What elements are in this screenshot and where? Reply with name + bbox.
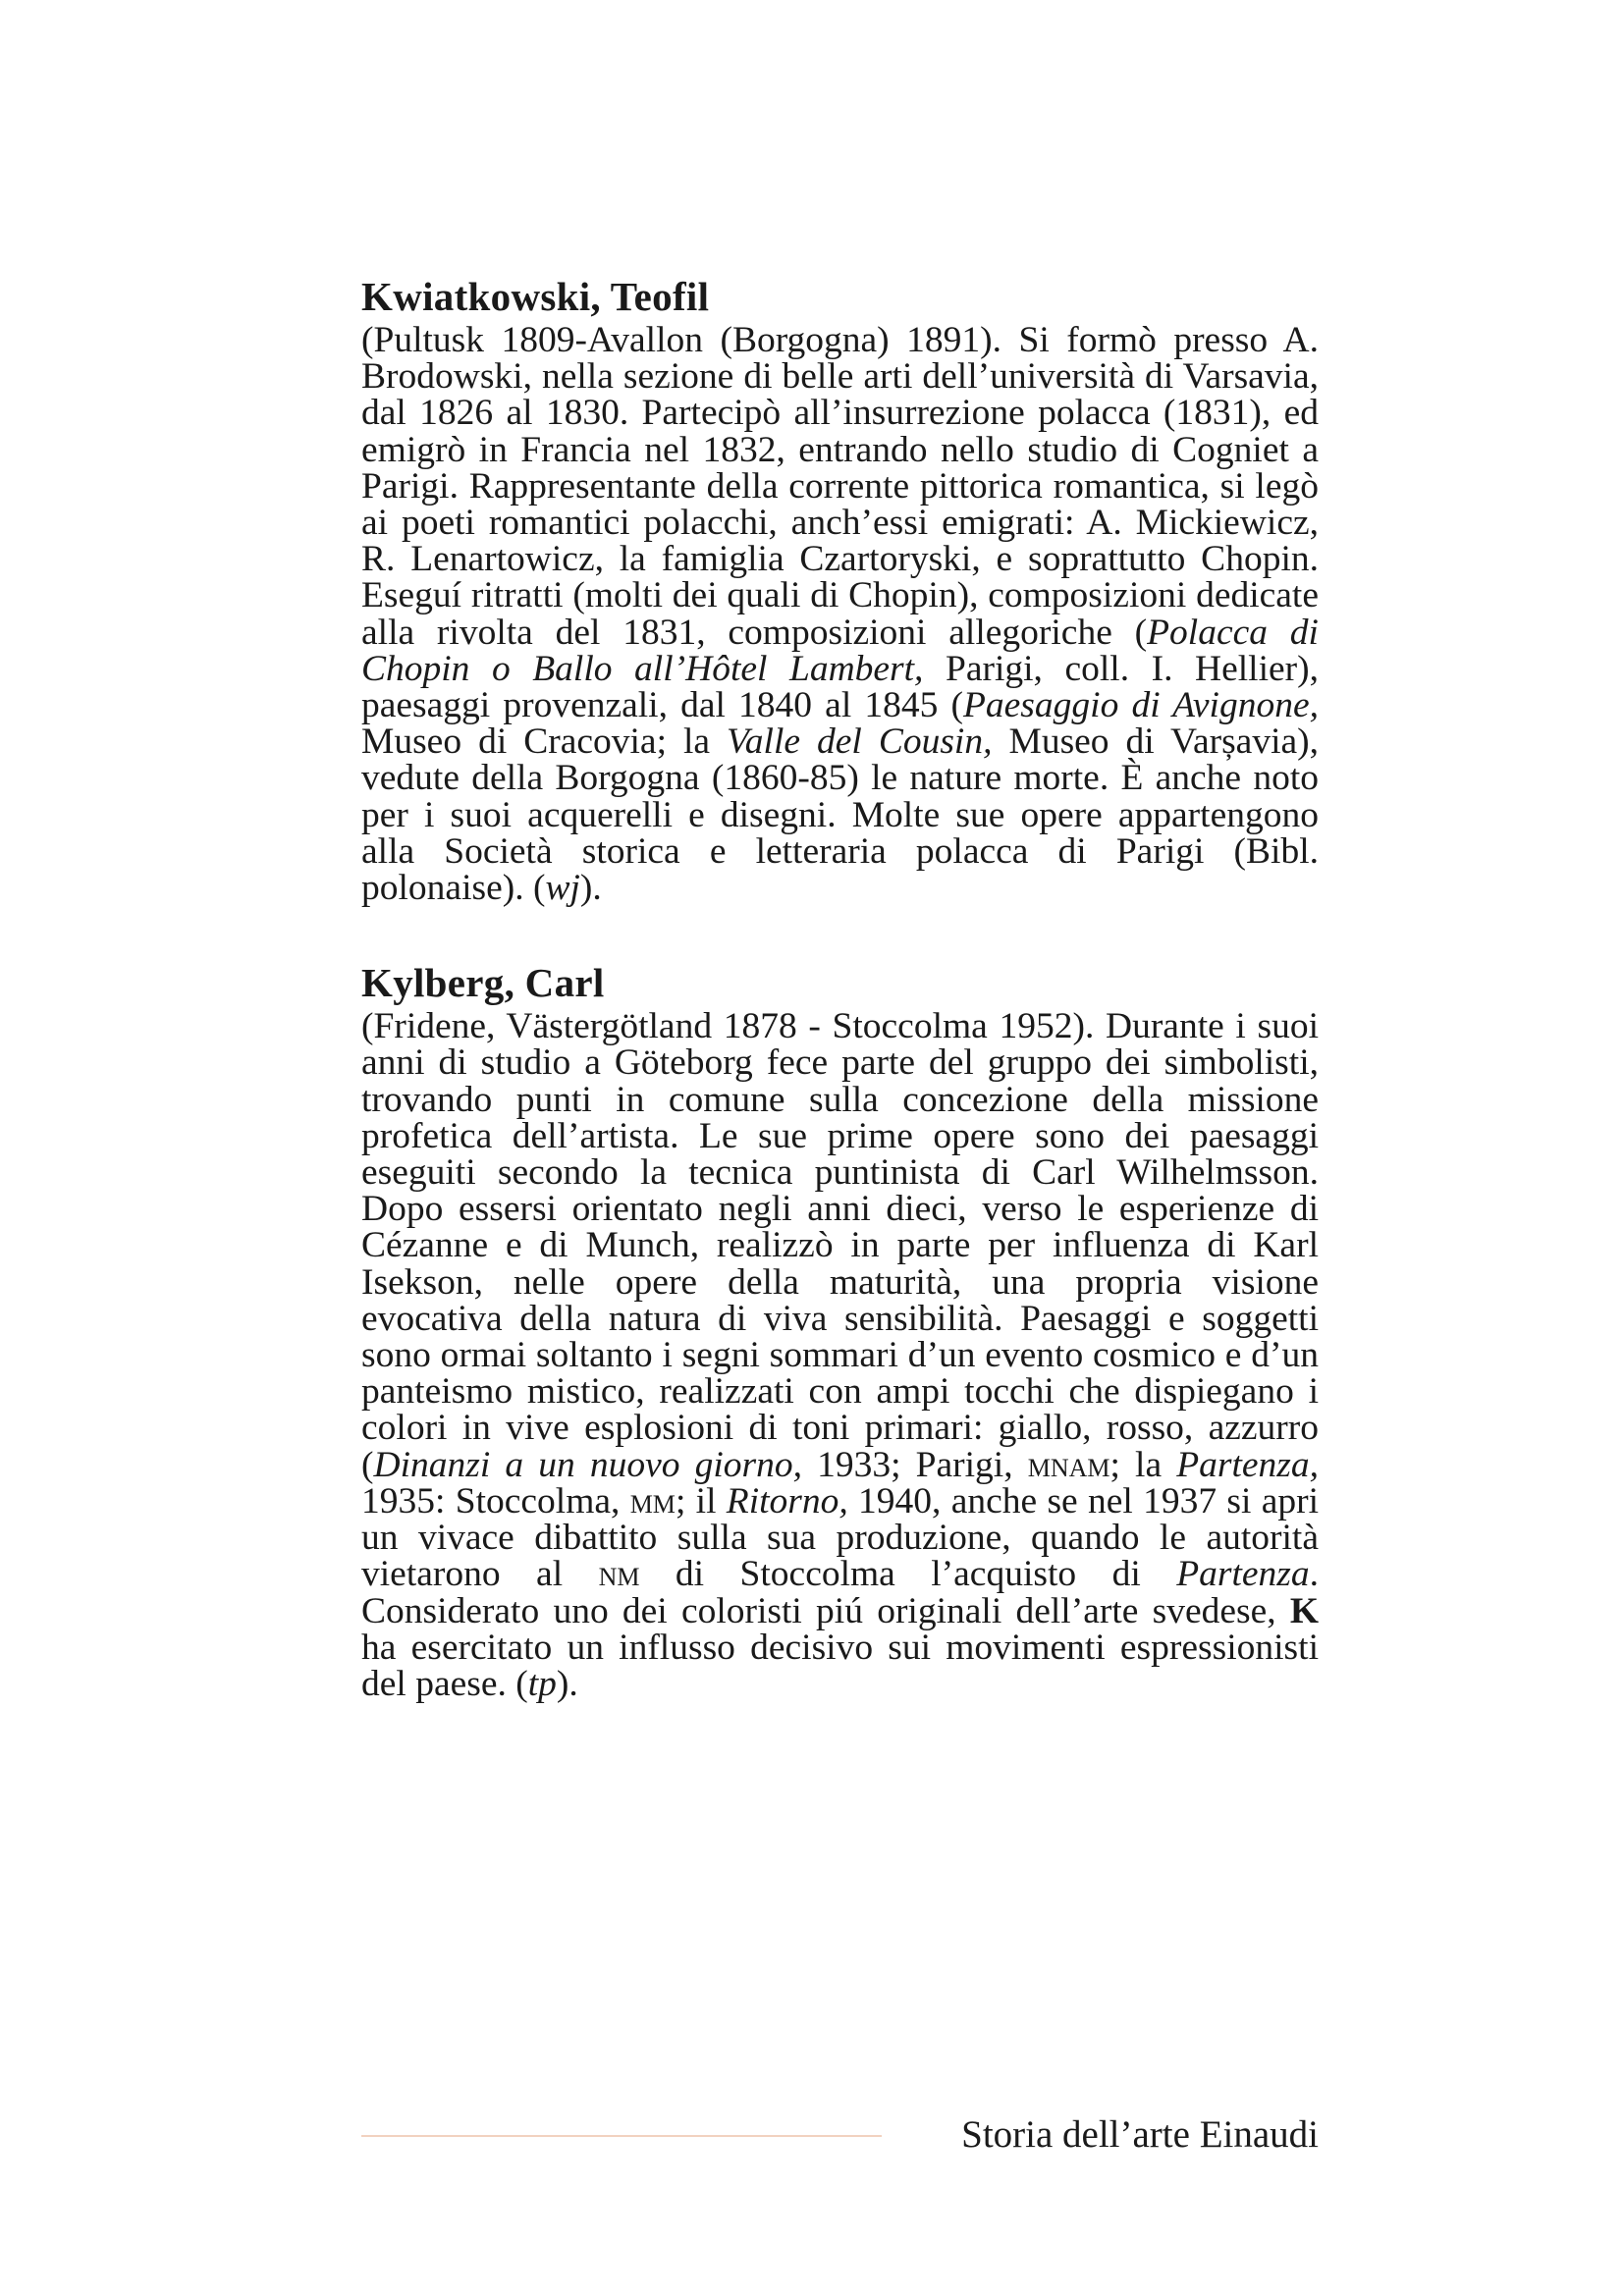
body-text: ; la [1109,1444,1177,1485]
body-text: di Stoccolma l’acquisto di [639,1554,1177,1595]
body-text: (Fridene, Västergötland 1878 - Stoccolma 1952). Durante i suoi anni di studio a Göteborg fece parte del gruppo dei simbolisti, trovando punti in comune sulla concezione della missione profetica dell’artista. Le sue prime opere sono dei paesaggi eseguiti secondo la tecnica puntinista di Carl Wilhelmsson. Dopo essersi orientato negli anni dieci, verso le esperienze di Cézanne e di Munch, realizzò in parte per influenza di Karl Isekson, nelle opere della maturità, una propria visione evocativa della natura di viva sensibilità. Paesaggi e soggetti sono ormai soltanto i segni sommari d’un evento cosmico e d’un panteismo mistico, realizzati con ampi tocchi che dispiegano i colori in vive esplosioni di toni primari: giallo, rosso, azzurro ( [361,1006,1319,1485]
body-text: ha esercitato un influsso decisivo sui movimenti espressionisti del paese. ( [361,1627,1319,1704]
italic-text: wj [545,868,580,909]
abbreviation: nm [598,1554,640,1595]
body-text: Museo di Varșavia), vedute della Borgogna (1860-85) le nature morte. È anche noto per i suoi acquerelli e disegni. Molte sue opere appartengono alla Società storica e letteraria polacca di Parigi (Bibl. polonaise). ( [361,721,1319,909]
body-text: . Considerato uno dei coloristi piú originali dell’arte svedese, [361,1554,1319,1631]
italic-text: Ritorno, [726,1480,848,1522]
body-text: Museo di Cracovia; la [361,721,728,763]
abbreviation: mnam [1027,1444,1110,1485]
footer-rule [361,2135,882,2137]
bold-text: K [1289,1590,1319,1631]
footer-publisher: Storia dell’arte Einaudi [961,2113,1319,2156]
italic-text: Polacca di Chopin o Ballo all’Hôtel Lambert, [361,612,1319,689]
body-text: ). [579,868,602,909]
body-text: (Pultusk 1809-Avallon (Borgogna) 1891). Si formò presso A. Brodowski, nella sezione di belle arti dell’università di Varsavia, dal 1826 al 1830. Partecipò all’insurrezione polacca (1831), ed emigrò in Francia nel 1832, entrando nello studio di Cogniet a Parigi. Rappresentante della corrente pittorica romantica, si legò ai poeti romantici polacchi, anch’essi emigrati: A. Mickiewicz, R. Lenartowicz, la famiglia Czartoryski, e soprattutto Chopin. Eseguí ritratti (molti dei quali di Chopin), composizioni dedicate alla rivolta del 1831, composizioni allegoriche ( [361,320,1319,653]
body-text: 1940, anche se nel 1937 si apri un vivace dibattito sulla sua produzione, quando le autorità vietarono al [361,1480,1320,1595]
entry-title: Kylberg, Carl [361,960,605,1006]
italic-text: Partenza, [1176,1444,1320,1485]
italic-text: Paesaggio di Avignone, [963,685,1319,726]
body-text: 1935: Stoccolma, [361,1480,630,1522]
body-text: ). [556,1663,578,1704]
entry-kwiatkowski [361,273,1319,909]
italic-text: tp [527,1663,557,1704]
entry-kylberg [361,959,1319,1702]
entry-body [361,1008,1319,1702]
italic-text: Partenza [1176,1554,1310,1595]
page-content [361,273,1319,1702]
body-text: ; il [675,1480,727,1522]
page-footer [361,2113,1319,2157]
italic-text: Valle del Cousin, [727,721,993,763]
abbreviation: mm [629,1480,676,1522]
entry-title: Kwiatkowski, Teofil [361,274,710,319]
italic-text: Dinanzi a un nuovo giorno, [373,1444,802,1485]
body-text: 1933; Parigi, [802,1444,1028,1485]
entry-body [361,320,1319,909]
body-text: Parigi, coll. I. Hellier), paesaggi provenzali, dal 1840 al 1845 ( [361,648,1319,726]
